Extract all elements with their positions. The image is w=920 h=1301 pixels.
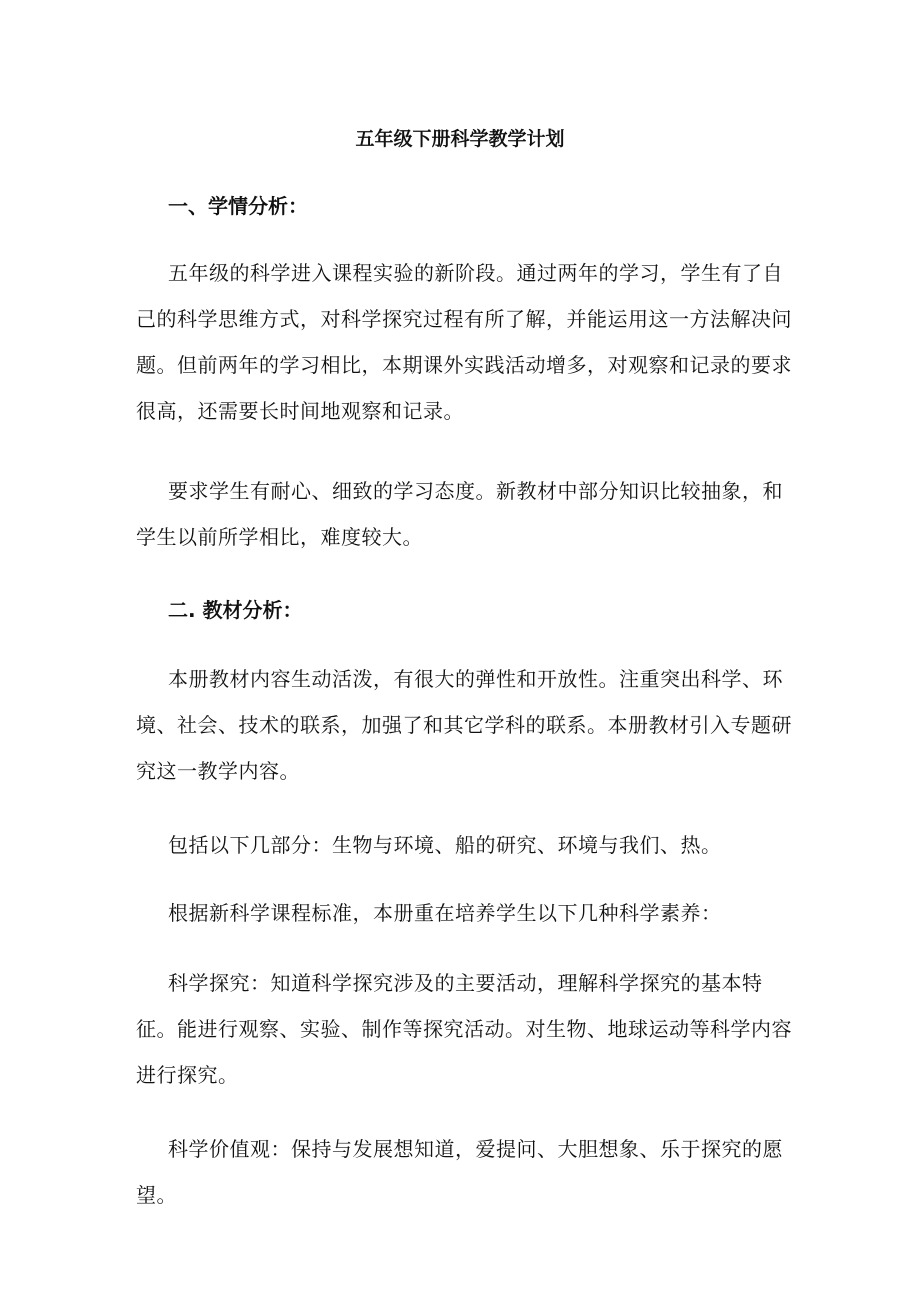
section-heading-textbook-analysis: 二. 教材分析： <box>168 598 303 622</box>
paragraph: 本册教材内容生动活泼，有很大的弹性和开放性。注重突出科学、环境、社会、技术的联系，加强了和其它学科的联系。本册教材引入专题研究这一教学内容。 <box>136 667 792 783</box>
document-title: 五年级下册科学教学计划 <box>355 128 565 150</box>
paragraph: 要求学生有耐心、细致的学习态度。新教材中部分知识比较抽象，和学生以前所学相比，难度较大。 <box>136 479 783 549</box>
section-heading-learning-analysis: 一、学情分析： <box>168 194 308 218</box>
paragraph: 根据新科学课程标准，本册重在培养学生以下几种科学素养： <box>168 901 722 925</box>
paragraph: 科学探究：知道科学探究涉及的主要活动，理解科学探究的基本特征。能进行观察、实验、制作等探究活动。对生物、地球运动等科学内容进行探究。 <box>136 971 792 1087</box>
paragraph: 五年级的科学进入课程实验的新阶段。通过两年的学习，学生有了自己的科学思维方式，对科学探究过程有所了解，并能运用这一方法解决问题。但前两年的学习相比，本期课外实践活动增多，对观察和记录的要求很高，还需要长时间地观察和记录。 <box>136 261 792 423</box>
paragraph: 包括以下几部分：生物与环境、船的研究、环境与我们、热。 <box>168 833 722 857</box>
paragraph: 科学价值观：保持与发展想知道，爱提问、大胆想象、乐于探究的愿望。 <box>136 1137 783 1207</box>
